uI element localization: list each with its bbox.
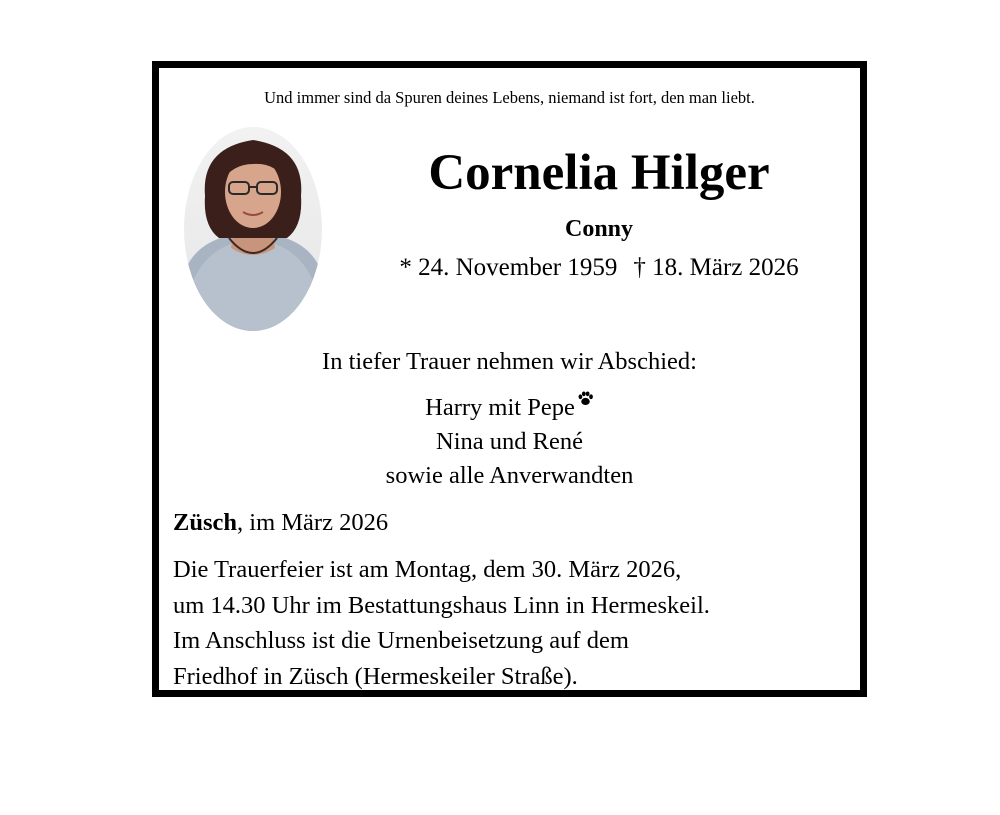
place-name: Züsch [173,509,238,536]
obituary-notice [152,61,867,697]
birth-date: * 24. November 1959 [399,254,618,281]
mourner-line: Nina und René [436,428,583,455]
service-details [173,552,710,694]
mourners-list [159,390,860,493]
service-line: Friedhof in Züsch (Hermeskeiler Straße). [173,662,578,690]
death-date: † 18. März 2026 [633,254,799,281]
deceased-name: Cornelia Hilger [428,145,770,201]
motto-quote: Und immer sind da Spuren deines Lebens, niemand ist fort, den man liebt. [264,88,755,107]
farewell-line: In tiefer Trauer nehmen wir Abschied: [322,348,697,375]
paw-print-icon [577,390,594,407]
mourner-name: Harry mit Pepe [425,394,575,421]
service-line: Im Anschluss ist die Urnenbeisetzung auf dem [173,627,629,654]
place-date: , im März 2026 [237,509,389,536]
service-line: Die Trauerfeier ist am Montag, dem 30. März 2026, [173,556,682,583]
place-and-date [173,509,388,537]
mourner-line: sowie alle Anverwandten [385,462,634,489]
deceased-nickname: Conny [564,216,634,242]
mourner-line [159,390,860,425]
portrait-photo [183,126,323,332]
service-line: um 14.30 Uhr im Bestattungshaus Linn in Hermeskeil. [173,591,710,619]
life-dates [349,254,849,282]
